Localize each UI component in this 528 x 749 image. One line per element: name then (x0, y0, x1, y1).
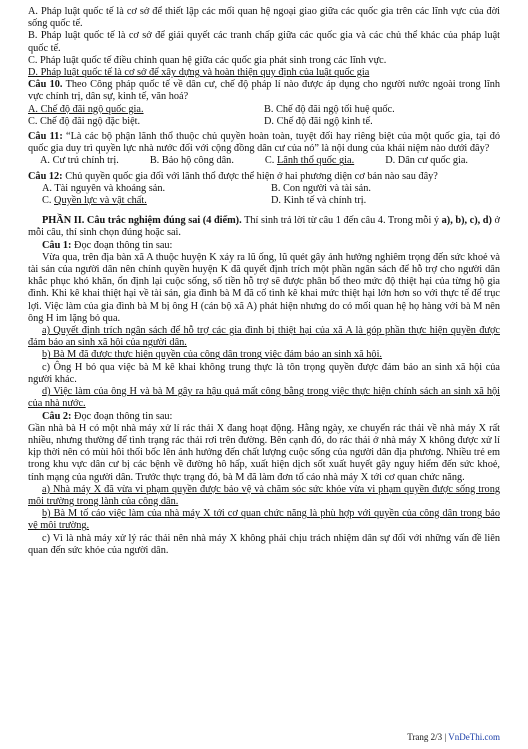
case-1-statement-a: a) Quyết định trích ngân sách để hỗ trợ các gia đình bị thiệt hại của xã A là góp phần thực hiện quyền được đảm bảo an sinh xã hội của người dân. (28, 325, 500, 349)
part-2-intro-2: ở mỗi câu, thí sinh chọn đúng hoặc sai. (28, 215, 500, 239)
q10-option-d: D. Chế độ đãi ngộ kinh tế. (264, 115, 373, 127)
page-number: Trang 2/3 | (407, 731, 449, 742)
case-1-lead (28, 240, 500, 252)
q12-option-d: D. Kinh tế và chính trị. (271, 195, 367, 207)
case-2-lead (28, 411, 500, 423)
question-10-text: Theo Công pháp quốc tế về dân cư, chế độ pháp lí nào được áp dụng cho người nước ngoài trong lĩnh vực chính trị, dân sự, kinh tế, văn hoá? (28, 79, 500, 103)
question-11-options (28, 155, 500, 167)
q12-option-c-answer: Quyền lực và vật chất. (54, 195, 147, 207)
case-1-statement-c: c) Ông H bỏ qua việc bà M kê khai không trung thực là tôn trọng quyền được đảm bảo an sinh xã hội của người khác. (28, 361, 500, 385)
question-10-label: Câu 10. (28, 79, 63, 91)
question-12-options-row2 (28, 195, 500, 207)
part-2-header (28, 215, 500, 239)
question-12-options-row1 (28, 183, 500, 195)
part-2-intro-1: Thí sinh trả lời từ câu 1 đến câu 4. Trong mỗi ý (241, 215, 442, 227)
question-10 (28, 79, 500, 103)
case-1-lead-text: Đọc đoạn thông tin sau: (71, 239, 173, 251)
question-11-text: “Là các bộ phận lãnh thổ thuộc chủ quyền hoàn toàn, tuyệt đối hay riêng biệt của một quốc gia, tại đó quốc gia duy trì quyền lực nhà nước đối với cộng đồng dân cư của nó” là nội dung của khái niệm nào dưới đây? (28, 131, 500, 155)
q11-option-d: D. Dân cư quốc gia. (385, 155, 468, 167)
case-2-statement-a: a) Nhà máy X đã vừa vi phạm quyền được bảo vệ và chăm sóc sức khỏe vừa vi phạm quyền được sống trong môi trường trong lành của công dân. (28, 483, 500, 507)
q10-option-a-answer: A. Chế độ đãi ngộ quốc gia. (28, 103, 144, 115)
case-1-statement-b: b) Bà M đã được thực hiện quyền của công dân trong việc đảm bảo an sinh xã hội. (42, 349, 383, 361)
case-2-passage: Gần nhà bà H có một nhà máy xử lí rác thải X đang hoạt động. Hằng ngày, xe chuyển rác thải về nhà máy X rất nhiều, nhưng thường để tình trạng rác thải rơi trên đường. Bên cạnh đó, do rác thải ở nhà máy X không được xử lí kịp thời nên có mùi hôi thối bốc lên ảnh hưởng đến chất lượng cuộc sống của người dân địa phương. Nhiều trẻ em trong khu vực dân cư bị các bệnh về đường hô hấp, xuất hiện dịch sốt xuất huyết gây nguy hiểm đến sức khoẻ, tính mạng của người dân. Trước thực trạng đó, bà M đã làm đơn tố cáo nhà máy X tới cơ quan chức năng. (28, 422, 500, 483)
question-12 (28, 171, 500, 183)
case-1-passage: Vừa qua, trên địa bàn xã A thuộc huyện K xảy ra lũ ống, lũ quét gây ảnh hưởng nghiêm trọng đến sức khoẻ và tài sản của người dân nên chính quyền huyện K đã quyết định trích một phần ngân sách để hỗ trợ cho người dân khắc phục khó khăn, ổn định lại cuộc sống, số tiền hỗ trợ sẽ được phân bổ theo mức độ thiệt hại của từng hộ gia đình. Khi kê khai thiệt hại về tài sản, gia đình bà M đã cố tình kê khai mức thiệt hại lớn hơn so với thực tế để trục lợi. Việc làm của gia đình bà M bị ông H (cán bộ xã A) phát hiện nhưng do có mối quan hệ họ hàng với bà M nên ông H im lặng bỏ qua. (28, 251, 500, 324)
q12-option-a: A. Tài nguyên và khoáng sản. (42, 182, 166, 194)
question-10-options-row2 (28, 116, 500, 128)
case-2-lead-text: Đọc đoạn thông tin sau: (71, 410, 173, 422)
q11-option-b: B. Bảo hộ công dân. (149, 155, 234, 167)
option-a: A. Pháp luật quốc tế là cơ sở để thiết lập các mối quan hệ ngoại giao giữa các quốc gia trên các lĩnh vực của đời sống quốc tế. (28, 6, 500, 30)
question-12-label: Câu 12: (28, 170, 63, 182)
page-footer (407, 731, 500, 743)
q10-option-c: C. Chế độ đãi ngộ đặc biệt. (28, 115, 141, 127)
q12-option-c: C. Quyền lực và vật chất. (42, 195, 147, 207)
option-c: C. Pháp luật quốc tế điều chỉnh quan hệ giữa các quốc gia phát sinh trong các lĩnh vực. (28, 54, 387, 66)
q12-option-b: B. Con người và tài sản. (271, 182, 371, 194)
q11-option-a: A. Cư trú chính trị. (40, 155, 119, 167)
question-10-options-row1 (28, 104, 500, 116)
option-d-answer: D. Pháp luật quốc tế là cơ sở để xây dựng và hoàn thiện quy định của luật quốc gia (28, 67, 370, 79)
q11-option-c: C. Lãnh thổ quốc gia. (264, 155, 355, 167)
option-b: B. Pháp luật quốc tế là cơ sở để giải quyết các tranh chấp giữa các quốc gia và các chủ thể khác của pháp luật quốc tế. (28, 30, 500, 54)
q11-option-c-answer: Lãnh thổ quốc gia. (276, 155, 355, 167)
question-11-label: Câu 11: (28, 131, 63, 143)
case-2-statement-c: c) Vì là nhà máy xử lý rác thải nên nhà máy X không phải chịu trách nhiệm dân sự đối với những vấn đề liên quan đến sức khỏe của người dân. (28, 532, 500, 556)
site-link[interactable]: VnDeThi.com (448, 731, 500, 742)
part-2-intro-bold: a), b), c), d) (441, 215, 492, 227)
case-2-statement-b: b) Bà M tố cáo việc làm của nhà máy X tới cơ quan chức năng là phù hợp với quyền của công dân trong bảo vệ môi trường. (28, 508, 500, 532)
case-2-label: Câu 2: (42, 410, 72, 422)
case-1-label: Câu 1: (42, 239, 72, 251)
part-2-title: PHẦN II. Câu trắc nghiệm đúng sai (4 điểm). (42, 215, 242, 227)
question-12-text: Chủ quyền quốc gia đối với lãnh thổ được thể hiện ở hai phương diện cơ bản nào sau đây? (62, 170, 438, 182)
question-11 (28, 131, 500, 155)
case-1-statement-d: d) Việc làm của ông H và bà M gây ra hậu quả mất công bằng trong việc thực hiện chính sách an sinh xã hội của nhà nước. (28, 386, 500, 410)
q10-option-b: B. Chế độ đãi ngộ tối huệ quốc. (264, 103, 395, 115)
